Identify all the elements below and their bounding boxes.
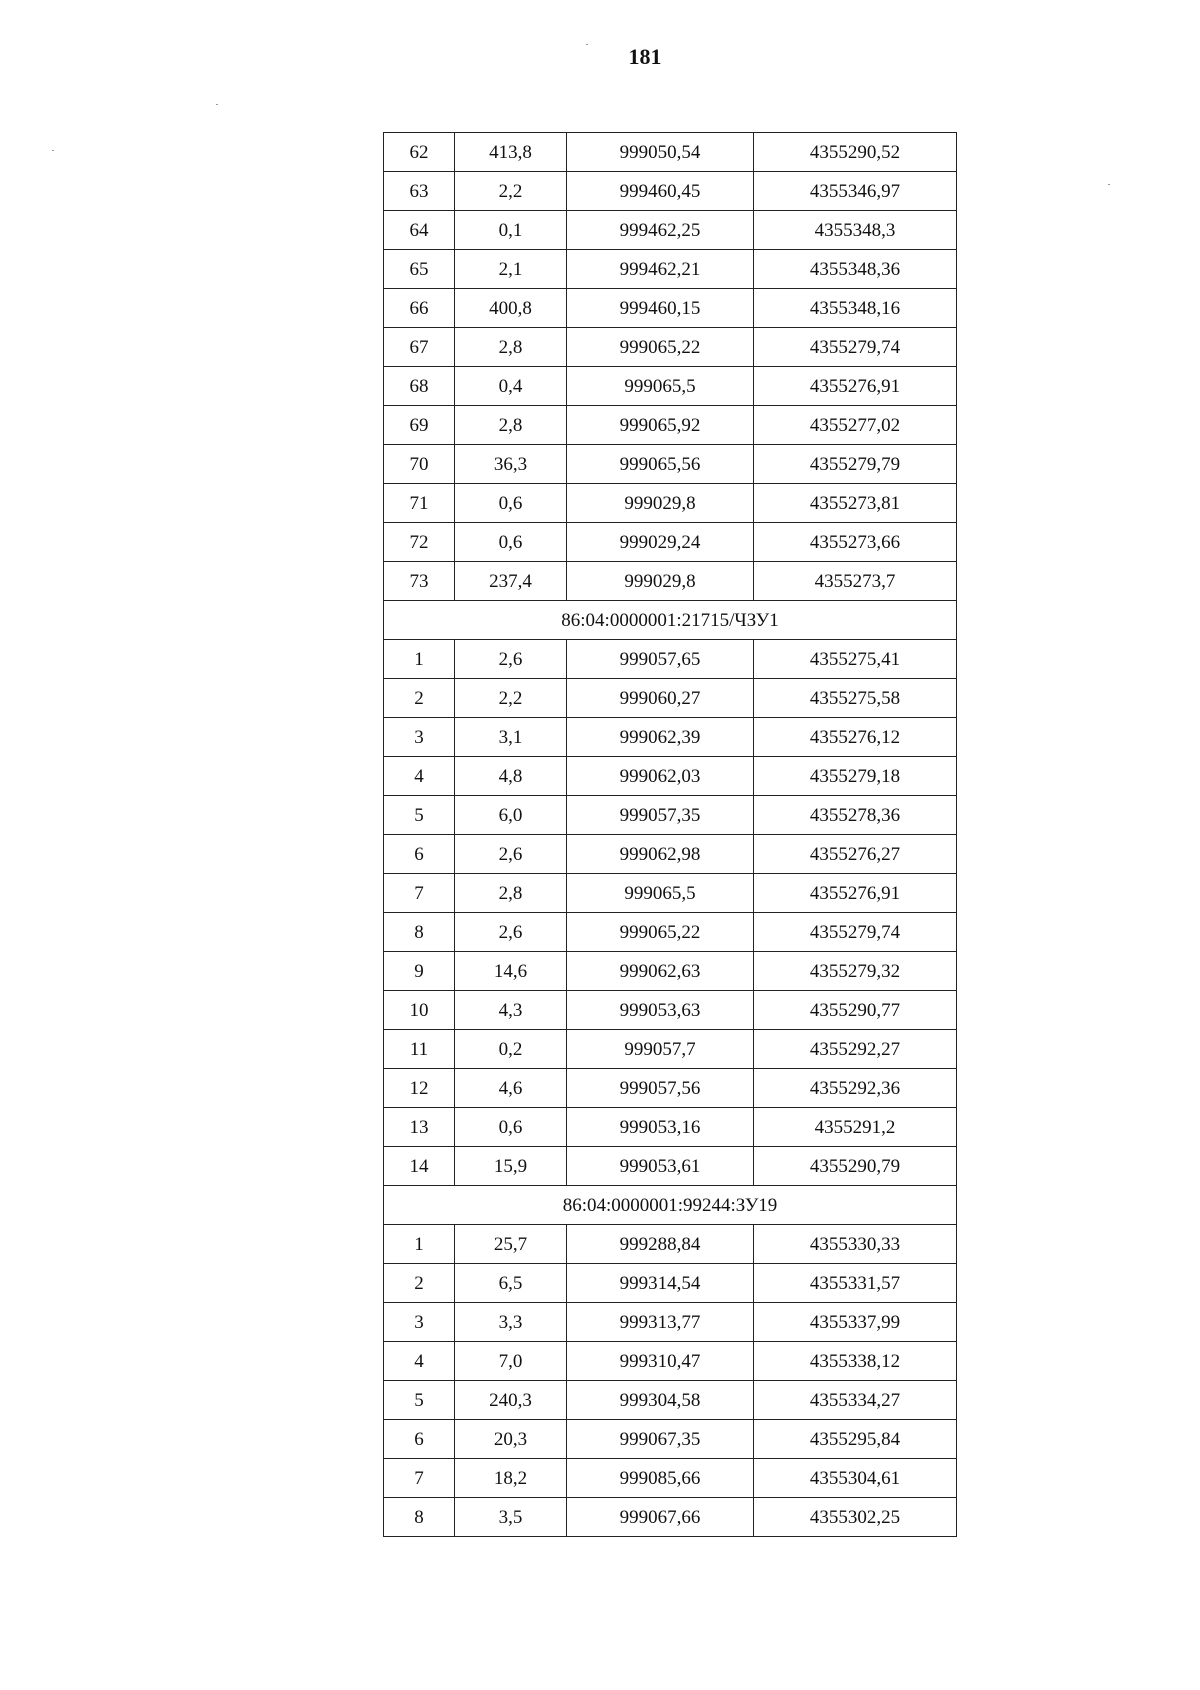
x-coordinate-cell: 999053,61: [567, 1147, 754, 1186]
y-coordinate-cell: 4355348,36: [754, 250, 957, 289]
table-row: [384, 874, 957, 913]
y-coordinate-cell: 4355292,27: [754, 1030, 957, 1069]
x-coordinate-cell: 999065,22: [567, 328, 754, 367]
point-number-cell: 4: [384, 1342, 455, 1381]
point-number-cell: 8: [384, 913, 455, 952]
point-number-cell: 7: [384, 874, 455, 913]
y-coordinate-cell: 4355330,33: [754, 1225, 957, 1264]
point-number-cell: 1: [384, 1225, 455, 1264]
length-cell: 240,3: [455, 1381, 567, 1420]
table-row: [384, 1381, 957, 1420]
point-number-cell: 68: [384, 367, 455, 406]
table-row: [384, 1225, 957, 1264]
x-coordinate-cell: 999050,54: [567, 133, 754, 172]
point-number-cell: 5: [384, 1381, 455, 1420]
y-coordinate-cell: 4355273,7: [754, 562, 957, 601]
length-cell: 3,1: [455, 718, 567, 757]
point-number-cell: 7: [384, 1459, 455, 1498]
length-cell: 18,2: [455, 1459, 567, 1498]
point-number-cell: 13: [384, 1108, 455, 1147]
length-cell: 2,8: [455, 406, 567, 445]
length-cell: 2,1: [455, 250, 567, 289]
scan-speck: [52, 150, 54, 151]
y-coordinate-cell: 4355273,81: [754, 484, 957, 523]
x-coordinate-cell: 999057,7: [567, 1030, 754, 1069]
point-number-cell: 6: [384, 1420, 455, 1459]
y-coordinate-cell: 4355346,97: [754, 172, 957, 211]
table-row: [384, 835, 957, 874]
x-coordinate-cell: 999062,03: [567, 757, 754, 796]
y-coordinate-cell: 4355290,77: [754, 991, 957, 1030]
table-row: [384, 133, 957, 172]
y-coordinate-cell: 4355276,27: [754, 835, 957, 874]
y-coordinate-cell: 4355279,32: [754, 952, 957, 991]
length-cell: 2,2: [455, 172, 567, 211]
x-coordinate-cell: 999067,66: [567, 1498, 754, 1537]
section-header-row: [384, 601, 957, 640]
table-row: [384, 1342, 957, 1381]
point-number-cell: 8: [384, 1498, 455, 1537]
length-cell: 413,8: [455, 133, 567, 172]
point-number-cell: 14: [384, 1147, 455, 1186]
table-row: [384, 1069, 957, 1108]
length-cell: 2,6: [455, 913, 567, 952]
y-coordinate-cell: 4355337,99: [754, 1303, 957, 1342]
length-cell: 6,0: [455, 796, 567, 835]
table-row: [384, 640, 957, 679]
x-coordinate-cell: 999313,77: [567, 1303, 754, 1342]
length-cell: 36,3: [455, 445, 567, 484]
y-coordinate-cell: 4355348,3: [754, 211, 957, 250]
length-cell: 25,7: [455, 1225, 567, 1264]
table-row: [384, 913, 957, 952]
table-row: [384, 757, 957, 796]
section-title: 86:04:0000001:99244:ЗУ19: [384, 1186, 957, 1225]
x-coordinate-cell: 999288,84: [567, 1225, 754, 1264]
point-number-cell: 67: [384, 328, 455, 367]
length-cell: 20,3: [455, 1420, 567, 1459]
scan-speck: [586, 44, 588, 45]
x-coordinate-cell: 999029,8: [567, 562, 754, 601]
point-number-cell: 71: [384, 484, 455, 523]
y-coordinate-cell: 4355279,18: [754, 757, 957, 796]
page-number: 181: [628, 44, 662, 69]
length-cell: 3,5: [455, 1498, 567, 1537]
table-row: [384, 367, 957, 406]
table-row: [384, 1420, 957, 1459]
y-coordinate-cell: 4355290,52: [754, 133, 957, 172]
table-row: [384, 991, 957, 1030]
y-coordinate-cell: 4355290,79: [754, 1147, 957, 1186]
length-cell: 2,6: [455, 640, 567, 679]
table-row: [384, 718, 957, 757]
table-row: [384, 406, 957, 445]
y-coordinate-cell: 4355276,91: [754, 367, 957, 406]
point-number-cell: 9: [384, 952, 455, 991]
table-row: [384, 445, 957, 484]
point-number-cell: 2: [384, 679, 455, 718]
length-cell: 4,8: [455, 757, 567, 796]
y-coordinate-cell: 4355277,02: [754, 406, 957, 445]
length-cell: 0,6: [455, 523, 567, 562]
point-number-cell: 3: [384, 718, 455, 757]
x-coordinate-cell: 999065,56: [567, 445, 754, 484]
length-cell: 3,3: [455, 1303, 567, 1342]
point-number-cell: 65: [384, 250, 455, 289]
table-row: [384, 562, 957, 601]
x-coordinate-cell: 999065,5: [567, 367, 754, 406]
point-number-cell: 2: [384, 1264, 455, 1303]
y-coordinate-cell: 4355338,12: [754, 1342, 957, 1381]
table-row: [384, 679, 957, 718]
scan-speck: [1108, 184, 1110, 185]
point-number-cell: 62: [384, 133, 455, 172]
table-row: [384, 211, 957, 250]
x-coordinate-cell: 999462,25: [567, 211, 754, 250]
length-cell: 0,6: [455, 484, 567, 523]
x-coordinate-cell: 999057,65: [567, 640, 754, 679]
length-cell: 237,4: [455, 562, 567, 601]
y-coordinate-cell: 4355292,36: [754, 1069, 957, 1108]
point-number-cell: 1: [384, 640, 455, 679]
length-cell: 400,8: [455, 289, 567, 328]
point-number-cell: 4: [384, 757, 455, 796]
x-coordinate-cell: 999065,22: [567, 913, 754, 952]
x-coordinate-cell: 999067,35: [567, 1420, 754, 1459]
y-coordinate-cell: 4355278,36: [754, 796, 957, 835]
point-number-cell: 69: [384, 406, 455, 445]
point-number-cell: 6: [384, 835, 455, 874]
x-coordinate-cell: 999062,63: [567, 952, 754, 991]
length-cell: 2,2: [455, 679, 567, 718]
y-coordinate-cell: 4355279,74: [754, 913, 957, 952]
table-row: [384, 952, 957, 991]
table-row: [384, 1030, 957, 1069]
y-coordinate-cell: 4355334,27: [754, 1381, 957, 1420]
x-coordinate-cell: 999057,56: [567, 1069, 754, 1108]
table-row: [384, 250, 957, 289]
table-row: [384, 796, 957, 835]
x-coordinate-cell: 999462,21: [567, 250, 754, 289]
coordinates-table: [383, 132, 957, 1537]
x-coordinate-cell: 999304,58: [567, 1381, 754, 1420]
x-coordinate-cell: 999062,39: [567, 718, 754, 757]
scan-speck: [216, 104, 218, 105]
length-cell: 2,6: [455, 835, 567, 874]
point-number-cell: 64: [384, 211, 455, 250]
table-row: [384, 1264, 957, 1303]
coordinates-table-body: [384, 133, 957, 1537]
section-title: 86:04:0000001:21715/ЧЗУ1: [384, 601, 957, 640]
x-coordinate-cell: 999085,66: [567, 1459, 754, 1498]
length-cell: 6,5: [455, 1264, 567, 1303]
y-coordinate-cell: 4355291,2: [754, 1108, 957, 1147]
point-number-cell: 3: [384, 1303, 455, 1342]
table-row: [384, 172, 957, 211]
y-coordinate-cell: 4355348,16: [754, 289, 957, 328]
table-row: [384, 523, 957, 562]
section-header-row: [384, 1186, 957, 1225]
y-coordinate-cell: 4355275,41: [754, 640, 957, 679]
x-coordinate-cell: 999060,27: [567, 679, 754, 718]
y-coordinate-cell: 4355279,74: [754, 328, 957, 367]
length-cell: 0,4: [455, 367, 567, 406]
length-cell: 4,6: [455, 1069, 567, 1108]
table-row: [384, 289, 957, 328]
length-cell: 0,2: [455, 1030, 567, 1069]
y-coordinate-cell: 4355276,91: [754, 874, 957, 913]
x-coordinate-cell: 999029,8: [567, 484, 754, 523]
length-cell: 4,3: [455, 991, 567, 1030]
length-cell: 2,8: [455, 328, 567, 367]
point-number-cell: 70: [384, 445, 455, 484]
x-coordinate-cell: 999062,98: [567, 835, 754, 874]
point-number-cell: 72: [384, 523, 455, 562]
length-cell: 15,9: [455, 1147, 567, 1186]
x-coordinate-cell: 999460,15: [567, 289, 754, 328]
point-number-cell: 11: [384, 1030, 455, 1069]
length-cell: 0,6: [455, 1108, 567, 1147]
y-coordinate-cell: 4355273,66: [754, 523, 957, 562]
y-coordinate-cell: 4355275,58: [754, 679, 957, 718]
table-row: [384, 1147, 957, 1186]
point-number-cell: 12: [384, 1069, 455, 1108]
length-cell: 7,0: [455, 1342, 567, 1381]
x-coordinate-cell: 999065,5: [567, 874, 754, 913]
point-number-cell: 5: [384, 796, 455, 835]
table-row: [384, 1459, 957, 1498]
table-row: [384, 1303, 957, 1342]
x-coordinate-cell: 999053,63: [567, 991, 754, 1030]
x-coordinate-cell: 999460,45: [567, 172, 754, 211]
y-coordinate-cell: 4355295,84: [754, 1420, 957, 1459]
y-coordinate-cell: 4355304,61: [754, 1459, 957, 1498]
length-cell: 0,1: [455, 211, 567, 250]
table-row: [384, 328, 957, 367]
y-coordinate-cell: 4355331,57: [754, 1264, 957, 1303]
x-coordinate-cell: 999029,24: [567, 523, 754, 562]
x-coordinate-cell: 999310,47: [567, 1342, 754, 1381]
y-coordinate-cell: 4355279,79: [754, 445, 957, 484]
x-coordinate-cell: 999053,16: [567, 1108, 754, 1147]
length-cell: 2,8: [455, 874, 567, 913]
table-row: [384, 1498, 957, 1537]
point-number-cell: 66: [384, 289, 455, 328]
table-row: [384, 1108, 957, 1147]
x-coordinate-cell: 999314,54: [567, 1264, 754, 1303]
x-coordinate-cell: 999057,35: [567, 796, 754, 835]
point-number-cell: 63: [384, 172, 455, 211]
point-number-cell: 10: [384, 991, 455, 1030]
length-cell: 14,6: [455, 952, 567, 991]
x-coordinate-cell: 999065,92: [567, 406, 754, 445]
table-row: [384, 484, 957, 523]
y-coordinate-cell: 4355302,25: [754, 1498, 957, 1537]
point-number-cell: 73: [384, 562, 455, 601]
y-coordinate-cell: 4355276,12: [754, 718, 957, 757]
